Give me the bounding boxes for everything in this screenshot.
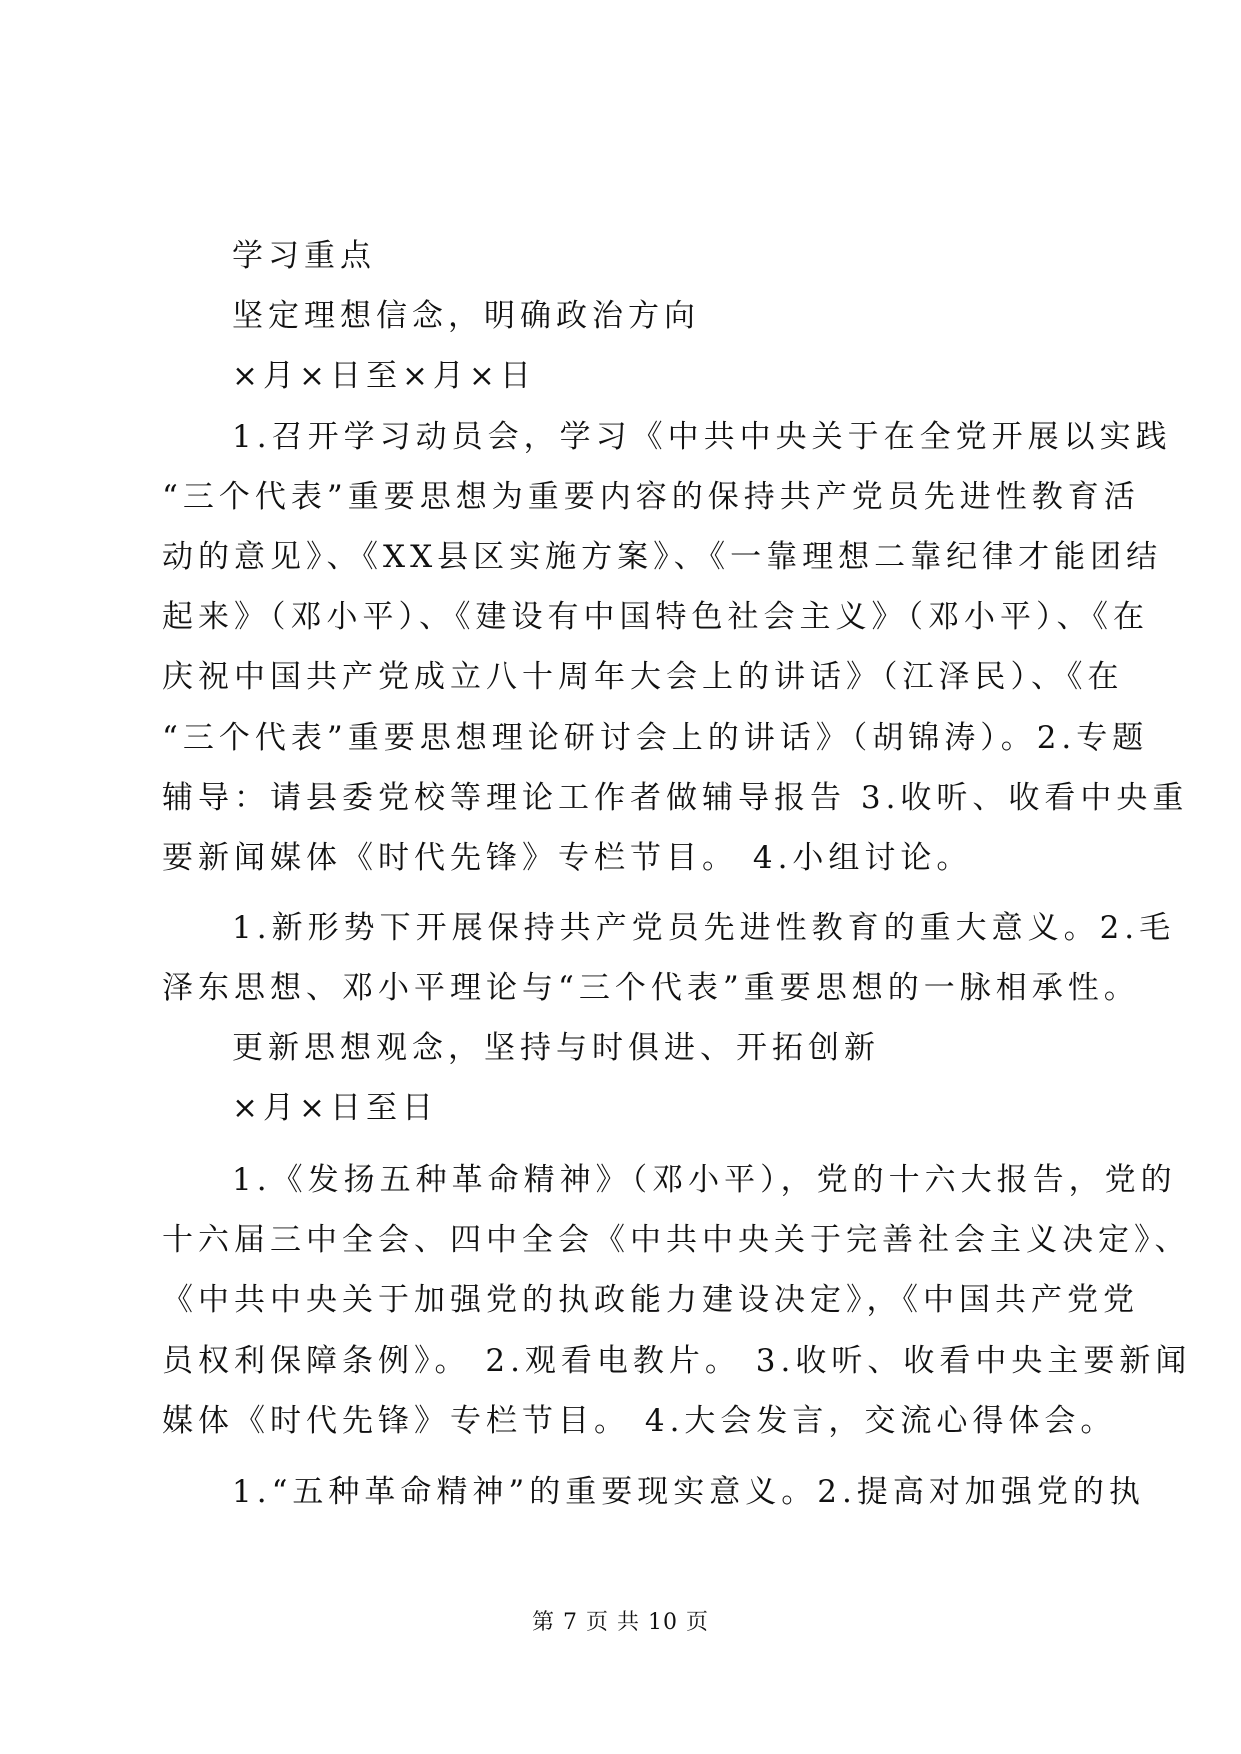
text-line: 《中共中央关于加强党的执政能力建设决定》，《中国共产党党 (162, 1282, 1139, 1318)
text-line: 1.《发扬五种革命精神》（邓小平），党的十六大报告，党的 (232, 1162, 1177, 1198)
text-line: 要新闻媒体《时代先锋》专栏节目。 4.小组讨论。 (162, 840, 973, 876)
page-number-footer: 第 7 页 共 10 页 (532, 1610, 709, 1635)
text-line-theme-1: 坚定理想信念，明确政治方向 (232, 298, 700, 334)
text-line: 媒体《时代先锋》专栏节目。 4.大会发言，交流心得体会。 (162, 1403, 1117, 1439)
text-line-theme-2: 更新思想观念，坚持与时俱进、开拓创新 (232, 1030, 880, 1066)
text-line: 1.新形势下开展保持共产党员先进性教育的重大意义。2.毛 (232, 910, 1176, 946)
text-line: 员权利保障条例》。 2.观看电教片。 3.收听、收看中央主要新闻 (162, 1343, 1192, 1379)
text-line: “三个代表”重要思想理论研讨会上的讲话》（胡锦涛）。2.专题 (162, 720, 1149, 756)
text-line: 辅导：请县委党校等理论工作者做辅导报告 3.收听、收看中央重 (162, 780, 1189, 816)
text-line: 起来》（邓小平）、《建设有中国特色社会主义》（邓小平）、《在 (162, 599, 1149, 635)
text-line: 1.召开学习动员会，学习《中共中央关于在全党开展以实践 (232, 419, 1172, 455)
text-line: “三个代表”重要思想为重要内容的保持共产党员先进性教育活 (162, 479, 1140, 515)
text-line-heading: 学习重点 (232, 238, 376, 274)
text-line-date-2: ×月×日至日 (232, 1090, 438, 1126)
text-line: 十六届三中全会、四中全会《中共中央关于完善社会主义决定》、 (162, 1222, 1191, 1258)
text-line: 庆祝中国共产党成立八十周年大会上的讲话》（江泽民）、《在 (162, 659, 1124, 695)
text-line-date-1: ×月×日至×月×日 (232, 358, 536, 394)
text-line: 1.“五种革命精神”的重要现实意义。2.提高对加强党的执 (232, 1474, 1145, 1510)
text-line: 泽东思想、邓小平理论与“三个代表”重要思想的一脉相承性。 (162, 970, 1140, 1006)
text-line: 动的意见》、《XX县区实施方案》、《一靠理想二靠纪律才能团结 (162, 539, 1163, 575)
